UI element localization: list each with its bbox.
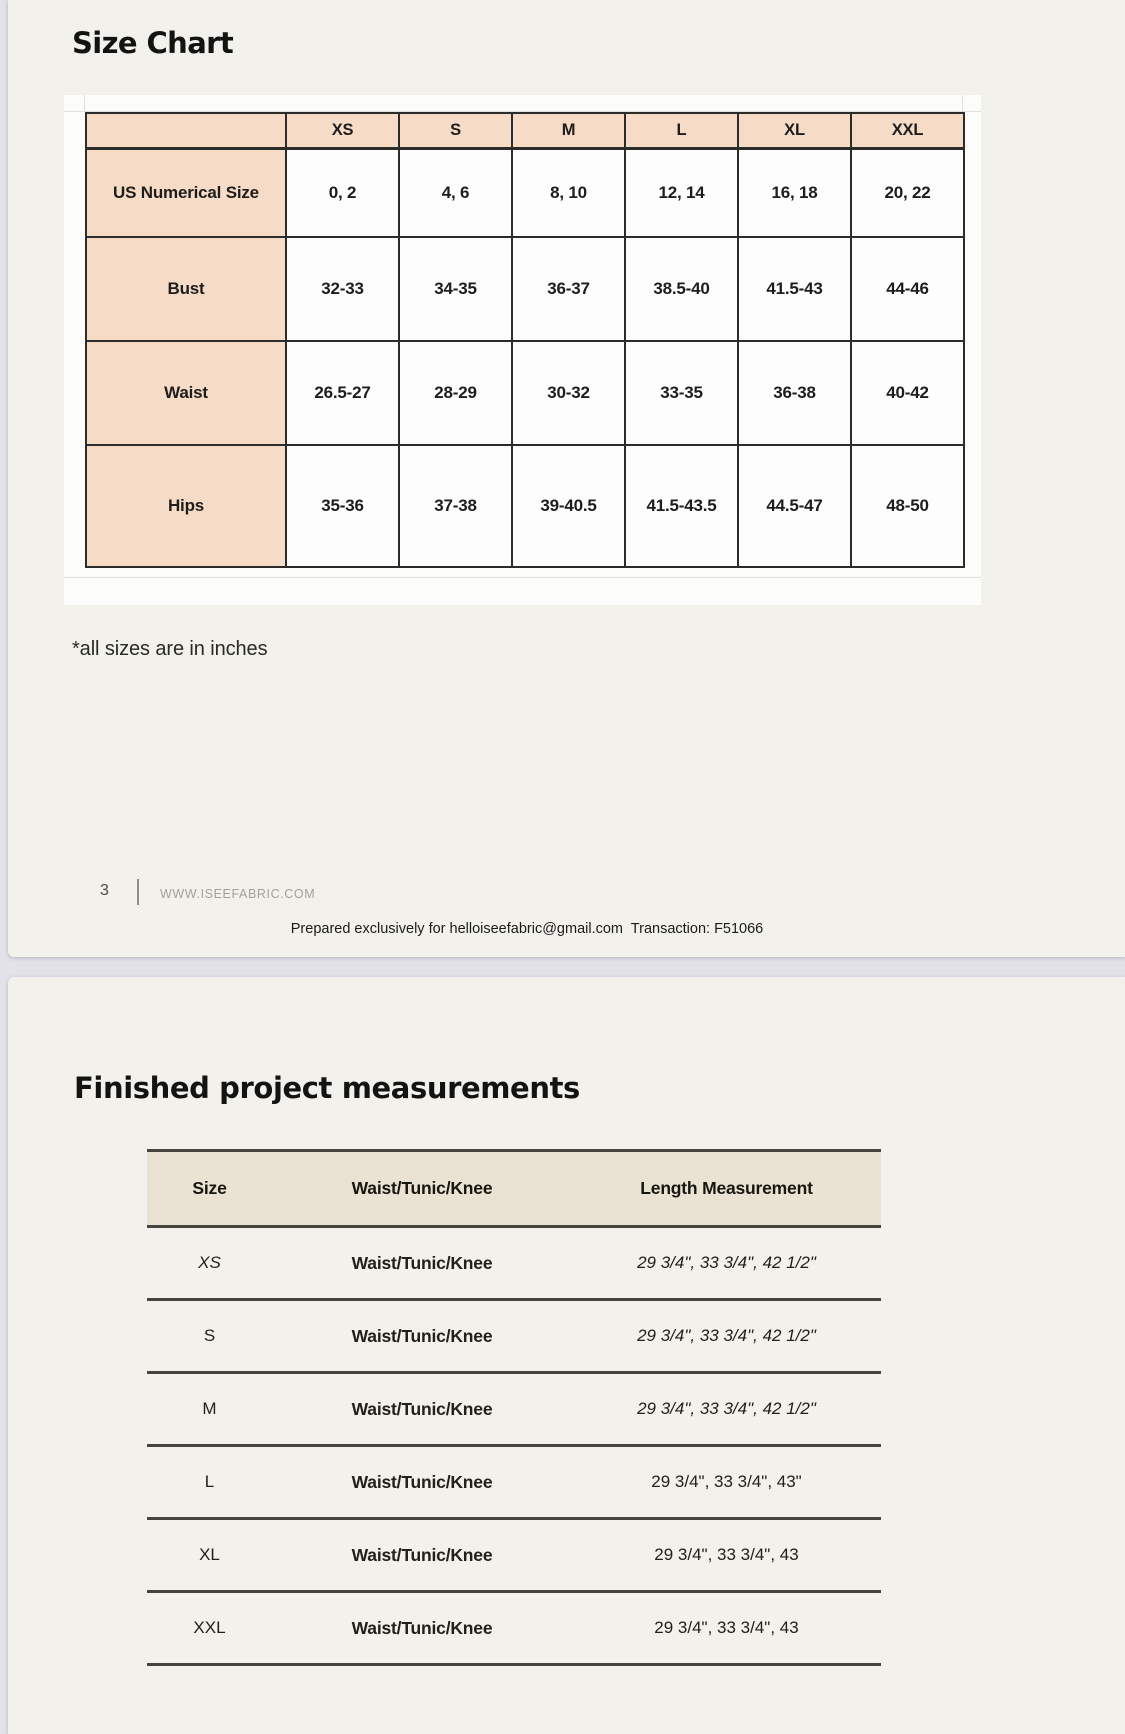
measurement-length: 29 3/4", 33 3/4", 43 [572, 1592, 881, 1665]
size-chart-cell: 36-38 [738, 341, 851, 445]
footer-divider [137, 879, 139, 905]
size-chart-cell: 48-50 [851, 445, 964, 567]
finished-measurements-table [147, 1149, 881, 1666]
size-chart-cell: 41.5-43 [738, 237, 851, 341]
measurement-length: 29 3/4", 33 3/4", 42 1/2" [572, 1300, 881, 1373]
sheet-gridline [84, 95, 85, 111]
measurement-part: Waist/Tunic/Knee [272, 1592, 572, 1665]
size-chart-row [86, 237, 964, 341]
size-chart-table [85, 112, 965, 568]
pdf-page-2 [8, 977, 1125, 1734]
size-chart-col-header: M [512, 113, 625, 149]
size-chart-cell: 44-46 [851, 237, 964, 341]
size-chart-cell: 38.5-40 [625, 237, 738, 341]
size-chart-cell: 28-29 [399, 341, 512, 445]
size-chart-col-header: XS [286, 113, 399, 149]
size-chart-col-header: S [399, 113, 512, 149]
measurement-part: Waist/Tunic/Knee [272, 1227, 572, 1300]
measurement-size: XXL [147, 1592, 272, 1665]
size-chart-row-label: Bust [86, 237, 286, 341]
size-chart-cell: 44.5-47 [738, 445, 851, 567]
prepared-for-line: Prepared exclusively for helloiseefabric@gmail.com Transaction: F51066 [290, 921, 764, 937]
size-chart-cell: 39-40.5 [512, 445, 625, 567]
page-title: Finished project measurements [74, 1071, 580, 1105]
measurements-col-header: Length Measurement [572, 1151, 881, 1227]
page-number: 3 [100, 882, 109, 899]
size-chart-cell: 26.5-27 [286, 341, 399, 445]
size-chart-row-label: Waist [86, 341, 286, 445]
measurements-row [147, 1592, 881, 1665]
measurement-part: Waist/Tunic/Knee [272, 1519, 572, 1592]
sheet-gridline [962, 95, 963, 111]
measurements-row [147, 1227, 881, 1300]
size-chart-row-label: Hips [86, 445, 286, 567]
pdf-page-1 [8, 0, 1125, 957]
size-chart-spreadsheet [64, 95, 981, 605]
size-chart-cell: 36-37 [512, 237, 625, 341]
size-chart-cell: 30-32 [512, 341, 625, 445]
size-chart-cell: 37-38 [399, 445, 512, 567]
size-chart-row [86, 341, 964, 445]
measurements-col-header: Waist/Tunic/Knee [272, 1151, 572, 1227]
size-chart-cell: 4, 6 [399, 149, 512, 238]
measurement-size: S [147, 1300, 272, 1373]
size-chart-row [86, 445, 964, 567]
size-chart-cell: 41.5-43.5 [625, 445, 738, 567]
website-text: WWW.ISEEFABRIC.COM [160, 887, 316, 901]
measurement-length: 29 3/4", 33 3/4", 42 1/2" [572, 1227, 881, 1300]
measurements-row [147, 1446, 881, 1519]
size-chart-header-row [86, 113, 964, 149]
size-chart-col-header: L [625, 113, 738, 149]
measurement-part: Waist/Tunic/Knee [272, 1446, 572, 1519]
size-chart-col-header: XXL [851, 113, 964, 149]
measurements-row [147, 1373, 881, 1446]
measurement-length: 29 3/4", 33 3/4", 42 1/2" [572, 1373, 881, 1446]
size-chart-row [86, 149, 964, 238]
measurement-size: M [147, 1373, 272, 1446]
size-chart-col-header: XL [738, 113, 851, 149]
size-chart-cell: 40-42 [851, 341, 964, 445]
measurement-part: Waist/Tunic/Knee [272, 1300, 572, 1373]
size-chart-cell: 35-36 [286, 445, 399, 567]
measurement-length: 29 3/4", 33 3/4", 43 [572, 1519, 881, 1592]
page-title: Size Chart [72, 26, 234, 60]
measurement-size: XL [147, 1519, 272, 1592]
measurements-row [147, 1300, 881, 1373]
measurement-size: L [147, 1446, 272, 1519]
measurement-length: 29 3/4", 33 3/4", 43" [572, 1446, 881, 1519]
measurements-col-header: Size [147, 1151, 272, 1227]
sheet-gridline [64, 577, 981, 578]
size-chart-cell: 34-35 [399, 237, 512, 341]
size-chart-cell: 16, 18 [738, 149, 851, 238]
size-chart-corner-cell [86, 113, 286, 149]
measurements-header-row [147, 1151, 881, 1227]
size-chart-cell: 20, 22 [851, 149, 964, 238]
size-chart-cell: 8, 10 [512, 149, 625, 238]
size-chart-cell: 32-33 [286, 237, 399, 341]
measurement-size: XS [147, 1227, 272, 1300]
size-chart-cell: 12, 14 [625, 149, 738, 238]
sizes-note: *all sizes are in inches [72, 638, 268, 660]
size-chart-row-label: US Numerical Size [86, 149, 286, 238]
size-chart-cell: 33-35 [625, 341, 738, 445]
size-chart-cell: 0, 2 [286, 149, 399, 238]
measurements-row [147, 1519, 881, 1592]
measurement-part: Waist/Tunic/Knee [272, 1373, 572, 1446]
